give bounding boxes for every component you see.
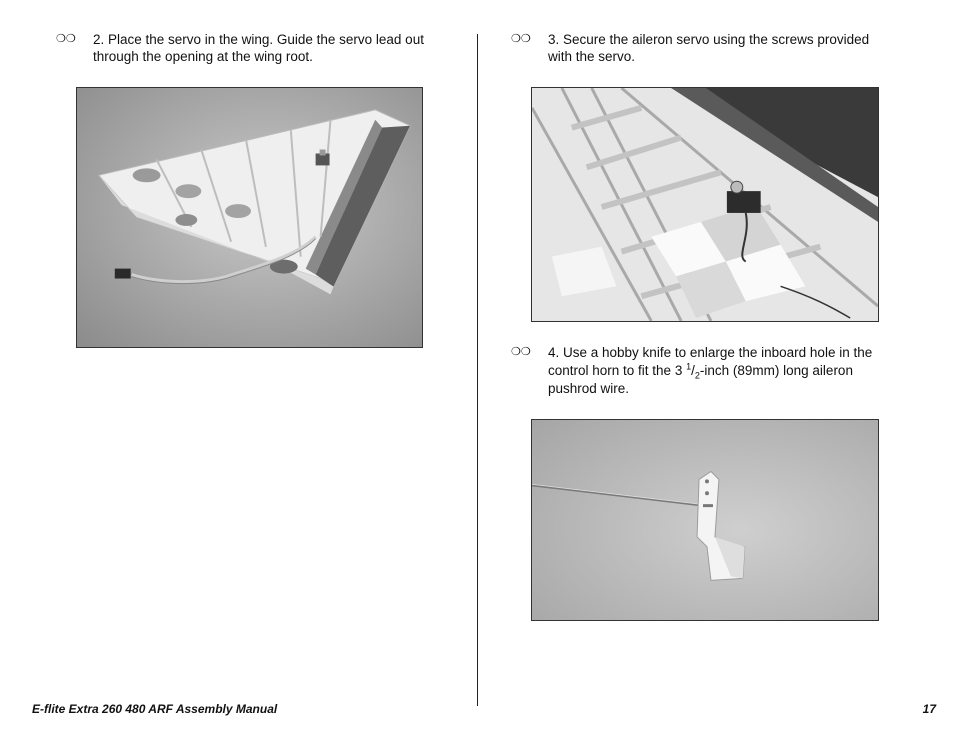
column-divider	[477, 34, 478, 706]
step-4-line-2-post: -inch (89mm) long aileron	[699, 363, 853, 378]
footer-title: E-flite Extra 260 480 ARF Assembly Manual	[32, 702, 278, 716]
step-4-line-2	[548, 361, 853, 381]
step-3-text	[548, 31, 869, 65]
checkbox-icon[interactable]: ❍❍	[511, 33, 531, 45]
step-3-line-2: with the servo.	[548, 49, 636, 64]
photo-control-horn	[531, 419, 879, 621]
fraction-numerator: 1	[686, 361, 692, 372]
checkbox-icon[interactable]: ❍❍	[511, 346, 531, 358]
step-2-line-2: through the opening at the wing root.	[93, 49, 313, 64]
photo-aileron-servo	[531, 87, 879, 322]
step-4-text	[548, 344, 872, 398]
step-4	[511, 344, 911, 400]
fraction-denominator: 2	[694, 370, 700, 381]
step-2-text	[93, 31, 424, 65]
step-4-line-2-pre: control horn to fit the 3	[548, 363, 683, 378]
step-4-line-1: 4. Use a hobby knife to enlarge the inboard hole in the	[548, 345, 873, 360]
fraction-slash: /	[691, 363, 695, 378]
step-2-line-1: 2. Place the servo in the wing. Guide the servo lead out	[93, 32, 424, 47]
photo-wing-servo	[76, 87, 423, 348]
step-3-line-1: 3. Secure the aileron servo using the screws provided	[548, 32, 870, 47]
step-4-line-3: pushrod wire.	[548, 381, 630, 396]
step-2	[56, 31, 456, 71]
checkbox-icon[interactable]: ❍❍	[56, 33, 76, 45]
step-3	[511, 31, 911, 71]
page-number: 17	[922, 702, 936, 716]
